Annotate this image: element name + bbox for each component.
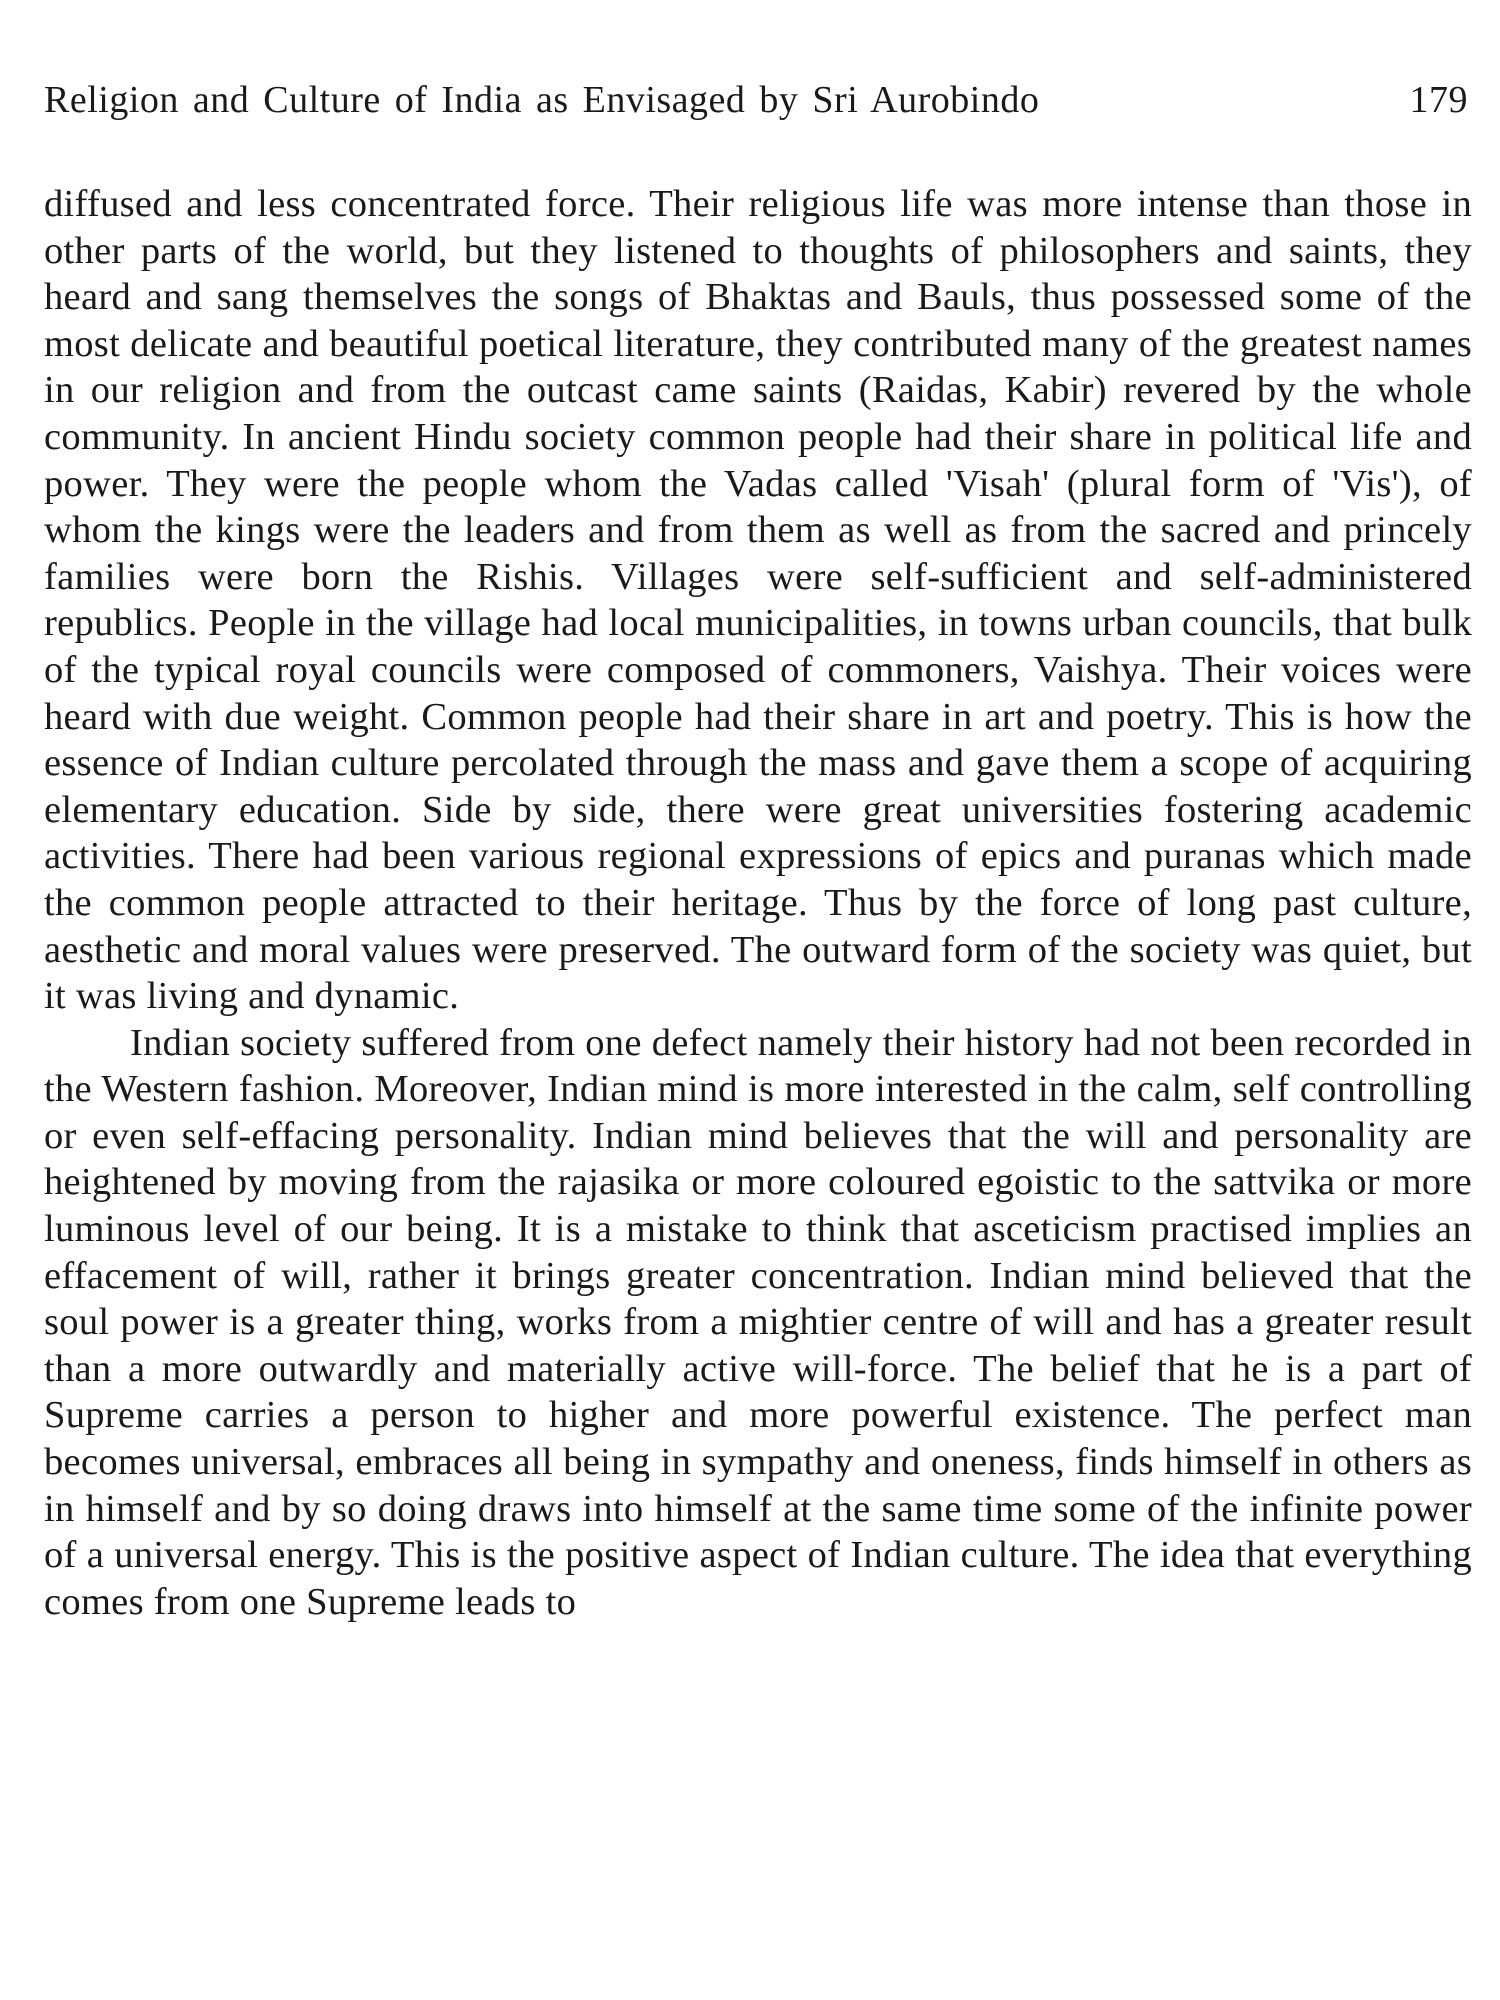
- running-title: Religion and Culture of India as Envisaged by Sri Aurobindo: [44, 79, 1040, 121]
- paragraph-2: Indian society suffered from one defect namely their history had not been recorded in the Western fashion. Moreover, Indian mind is more interested in the calm, self controlling or even self-effacing personality. Indian mind believes that the will and personality are heightened by moving from the rajasika or more coloured egoistic to the sattvika or more luminous level of our being. It is a mistake to think that asceticism practised implies an effacement of will, rather it brings greater concentration. Indian mind believed that the soul power is a greater thing, works from a mightier centre of will and has a greater result than a more outwardly and materially active will-force. The belief that he is a part of Supreme carries a person to higher and more powerful existence. The perfect man becomes universal, embraces all being in sympathy and oneness, finds himself in others as in himself and by so doing draws into himself at the same time some of the infinite power of a universal energy. This is the positive aspect of Indian culture. The idea that everything comes from one Supreme leads to: [44, 1021, 1472, 1623]
- running-head: [44, 78, 1468, 130]
- page-body: [44, 181, 1472, 1625]
- paragraph-1: diffused and less concentrated force. Their religious life was more intense than those in other parts of the world, but they listened to thoughts of philosophers and saints, they heard and sang themselves the songs of Bhaktas and Bauls, thus possessed some of the most delicate and beautiful poetical literature, they contributed many of the greatest names in our religion and from the outcast came saints (Raidas, Kabir) revered by the whole community. In ancient Hindu society common people had their share in political life and power. They were the people whom the Vadas called 'Visah' (plural form of 'Vis'), of whom the kings were the leaders and from them as well as from the sacred and princely families were born the Rishis. Villages were self-sufficient and self-administered republics. People in the village had local municipalities, in towns urban councils, that bulk of the typical royal councils were composed of commoners, Vaishya. Their voices were heard with due weight. Common people had their share in art and poetry. This is how the essence of Indian culture percolated through the mass and gave them a scope of acquiring elementary education. Side by side, there were great universities fostering academic activities. There had been various regional expressions of epics and puranas which made the common people attracted to their heritage. Thus by the force of long past culture, aesthetic and moral values were preserved. The outward form of the society was quiet, but it was living and dynamic.: [44, 183, 1472, 1018]
- page-number: 179: [1409, 79, 1468, 121]
